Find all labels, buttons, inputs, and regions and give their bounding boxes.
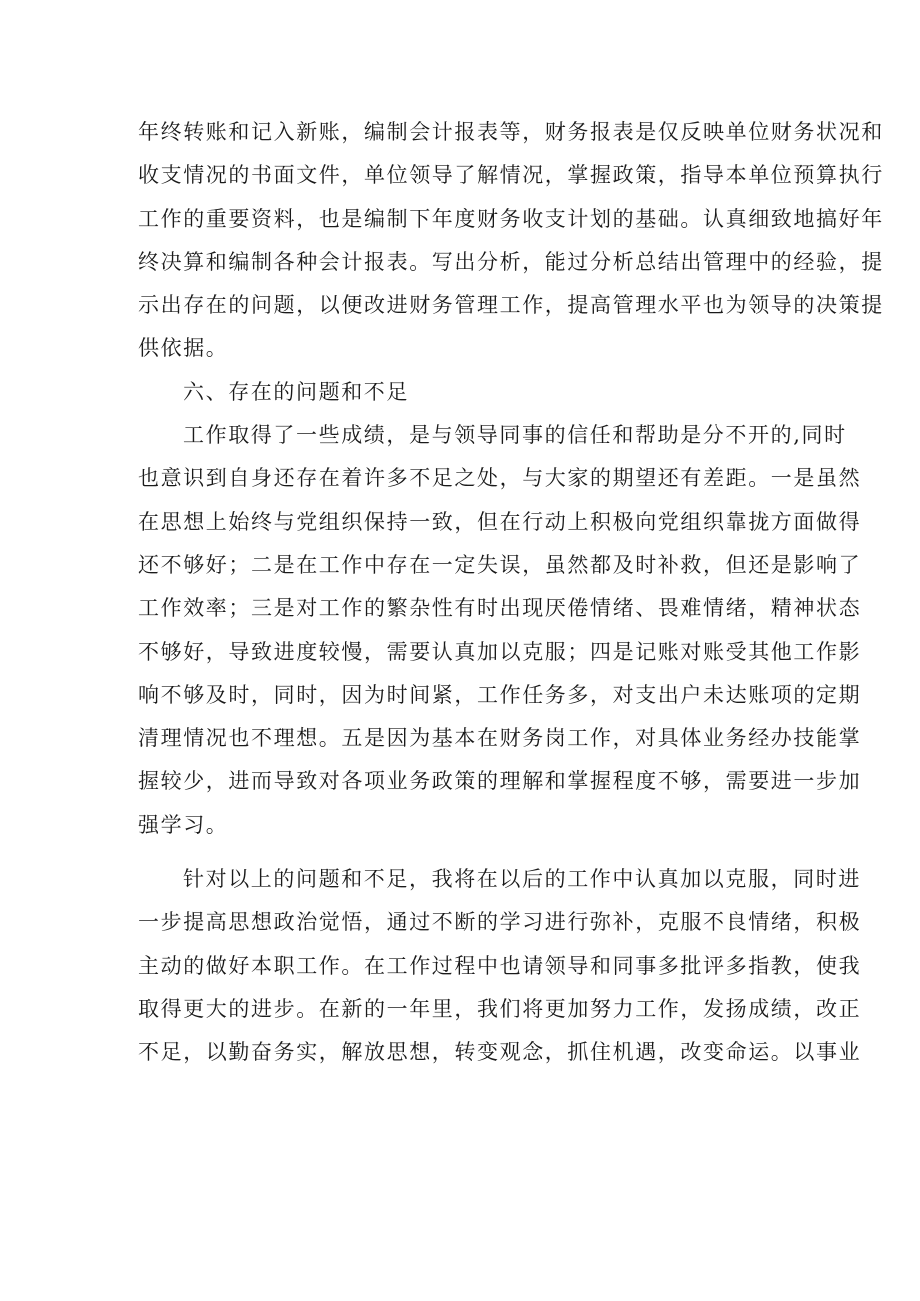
text-line: 工作取得了一些成绩，是与领导同事的信任和帮助是分不开的,同时	[183, 423, 847, 448]
text-line: 在思想上始终与党组织保持一致，但在行动上积极向党组织靠拢方面做得	[138, 509, 862, 534]
paragraph-improvements	[138, 858, 862, 1074]
text-line: 不足，以勤奋务实，解放思想，转变观念，抓住机遇，改变命运。以事业	[138, 1040, 862, 1065]
text-line: 还不够好；二是在工作中存在一定失误，虽然都及时补救，但还是影响了	[138, 552, 862, 577]
text-line: 响不够及时，同时，因为时间紧，工作任务多，对支出户未达账项的定期	[138, 682, 862, 707]
text-line: 年终转账和记入新账，编制会计报表等，财务报表是仅反映单位财务状况和	[138, 120, 884, 144]
text-line: 一步提高思想政治觉悟，通过不断的学习进行弥补，克服不良情绪，积极	[138, 910, 862, 935]
text-line: 终决算和编制各种会计报表。写出分析，能过分析总结出管理中的经验，提	[138, 249, 884, 274]
text-line: 示出存在的问题，以便改进财务管理工作，提高管理水平也为领导的决策提	[138, 293, 884, 318]
text-line: 收支情况的书面文件，单位领导了解情况，掌握政策，指导本单位预算执行	[138, 163, 884, 188]
text-line: 不够好，导致进度较慢，需要认真加以克服；四是记账对账受其他工作影	[138, 639, 862, 664]
paragraph-shortcomings	[138, 414, 862, 847]
text-line: 也意识到自身还存在着许多不足之处，与大家的期望还有差距。一是虽然	[138, 466, 862, 491]
text-line: 供依据。	[138, 336, 229, 361]
text-line: 主动的做好本职工作。在工作过程中也请领导和同事多批评多指教，使我	[138, 953, 862, 978]
text-line: 工作的重要资料，也是编制下年度财务收支计划的基础。认真细致地搞好年	[138, 206, 884, 231]
text-line: 清理情况也不理想。五是因为基本在财务岗工作，对具体业务经办技能掌	[138, 726, 862, 751]
text-line: 握较少，进而导致对各项业务政策的理解和掌握程度不够，需要进一步加	[138, 769, 862, 794]
section-heading-text: 六、存在的问题和不足	[183, 379, 409, 404]
document-body	[138, 111, 884, 1075]
paragraph-gap	[138, 847, 798, 858]
text-line: 针对以上的问题和不足，我将在以后的工作中认真加以克服，同时进	[183, 867, 861, 892]
text-line: 工作效率；三是对工作的繁杂性有时出现厌倦情绪、畏难情绪，精神状态	[138, 596, 862, 621]
text-line: 强学习。	[138, 812, 229, 837]
text-line: 取得更大的进步。在新的一年里，我们将更加努力工作，发扬成绩，改正	[138, 996, 862, 1021]
section-heading-6	[138, 371, 798, 414]
paragraph-financial-reports	[138, 111, 884, 371]
